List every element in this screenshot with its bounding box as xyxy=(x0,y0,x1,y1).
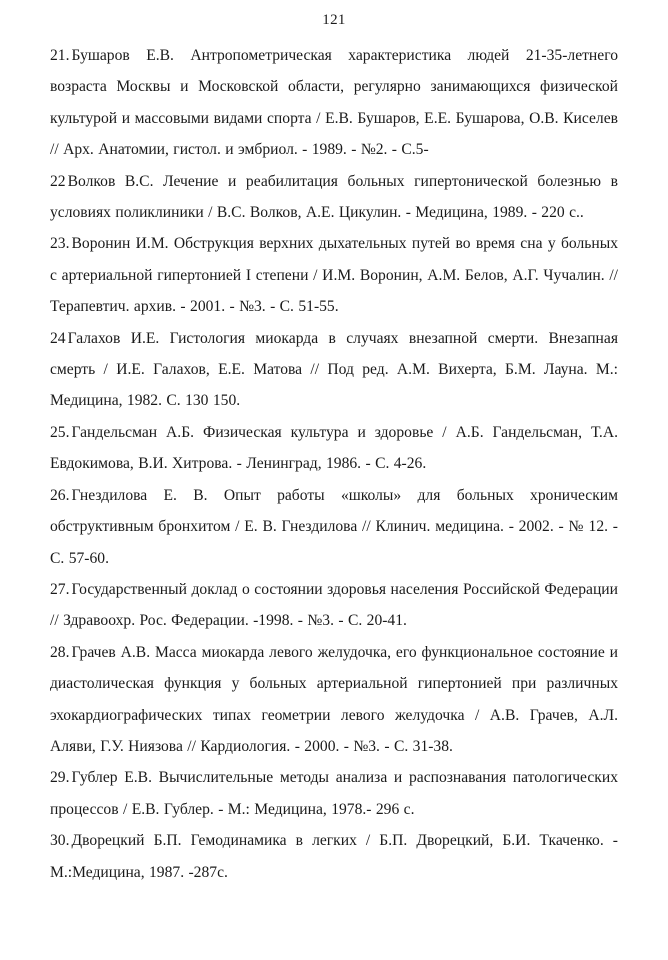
reference-number: 25. xyxy=(50,423,70,441)
reference-text: Грачев А.В. Масса миокарда левого желудочка, его функциональное состояние и диастолическая функция у больных артериальной гипертонией при различных эхокардиографических типах геометрии левого желудочка / А.В. Грачев, А.Л. Аляви, Г.У. Ниязова // Кардиология. - 2000. - №3. - С. 31-38. xyxy=(50,643,618,755)
reference-text: Государственный доклад о состоянии здоровья населения Российской Федерации // Здравоохр. Рос. Федерации. -1998. - №3. - С. 20-41. xyxy=(50,580,618,630)
reference-number: 27. xyxy=(50,580,70,598)
reference-text: Дворецкий Б.П. Гемодинамика в легких / Б.П. Дворецкий, Б.И. Ткаченко. - М.:Медицина, 1987. -287с. xyxy=(50,832,618,881)
reference-item xyxy=(50,40,618,166)
reference-number: 29. xyxy=(50,769,70,787)
reference-text: Волков В.С. Лечение и реабилитация больных гипертонической болезнью в условиях поликлиники / В.С. Волков, А.Е. Цикулин. - Медицина, 1989. - 220 с.. xyxy=(50,172,618,222)
reference-number: 26. xyxy=(50,486,70,504)
reference-text: Бушаров Е.В. Антропометрическая характеристика людей 21-35-летнего возраста Москвы и Московской области, регулярно занимающихся физической культурой и массовыми видами спорта / Е.В. Бушаров, Е.Е. Бушарова, О.В. Киселев // Арх. Анатомии, гистол. и эмбриол. - 1989. - №2. - С.5- xyxy=(50,47,618,159)
reference-item xyxy=(50,166,618,229)
reference-number: 23. xyxy=(50,235,70,253)
reference-item xyxy=(50,323,618,417)
reference-text: Гублер Е.В. Вычислительные методы анализа и распознавания патологических процессов / Е.В. Гублер. - М.: Медицина, 1978.- 296 с. xyxy=(50,769,618,818)
page-number: 121 xyxy=(322,12,346,28)
reference-item xyxy=(50,825,618,888)
reference-item xyxy=(50,762,618,825)
reference-list xyxy=(50,40,618,888)
reference-number: 22 xyxy=(50,172,66,190)
reference-text: Воронин И.М. Обструкция верхних дыхательных путей во время сна у больных с артериальной гипертонией I степени / И.М. Воронин, А.М. Белов, А.Г. Чучалин. // Терапевтич. архив. - 2001. - №3. - С. 51-55. xyxy=(50,235,618,316)
reference-text: Гнездилова Е. В. Опыт работы «школы» для больных хроническим обструктивным бронхитом / Е. В. Гнездилова // Клинич. медицина. - 2002. - № 12. - С. 57-60. xyxy=(50,486,618,567)
reference-text: Гандельсман А.Б. Физическая культура и здоровье / А.Б. Гандельсман, Т.А. Евдокимова, В.И. Хитрова. - Ленинград, 1986. - С. 4-26. xyxy=(50,423,618,473)
reference-number: 24 xyxy=(50,329,66,347)
reference-number: 28. xyxy=(50,643,70,661)
reference-number: 21. xyxy=(50,47,70,64)
reference-text: Галахов И.Е. Гистология миокарда в случаях внезапной смерти. Внезапная смерть / И.Е. Галахов, Е.Е. Матова // Под ред. А.М. Вихерта, Б.М. Лауна. М.: Медицина, 1982. С. 130 150. xyxy=(50,329,618,410)
reference-item xyxy=(50,637,618,763)
reference-item xyxy=(50,480,618,574)
reference-item xyxy=(50,417,618,480)
reference-number: 30. xyxy=(50,832,70,850)
reference-item xyxy=(50,574,618,637)
reference-item xyxy=(50,228,618,322)
